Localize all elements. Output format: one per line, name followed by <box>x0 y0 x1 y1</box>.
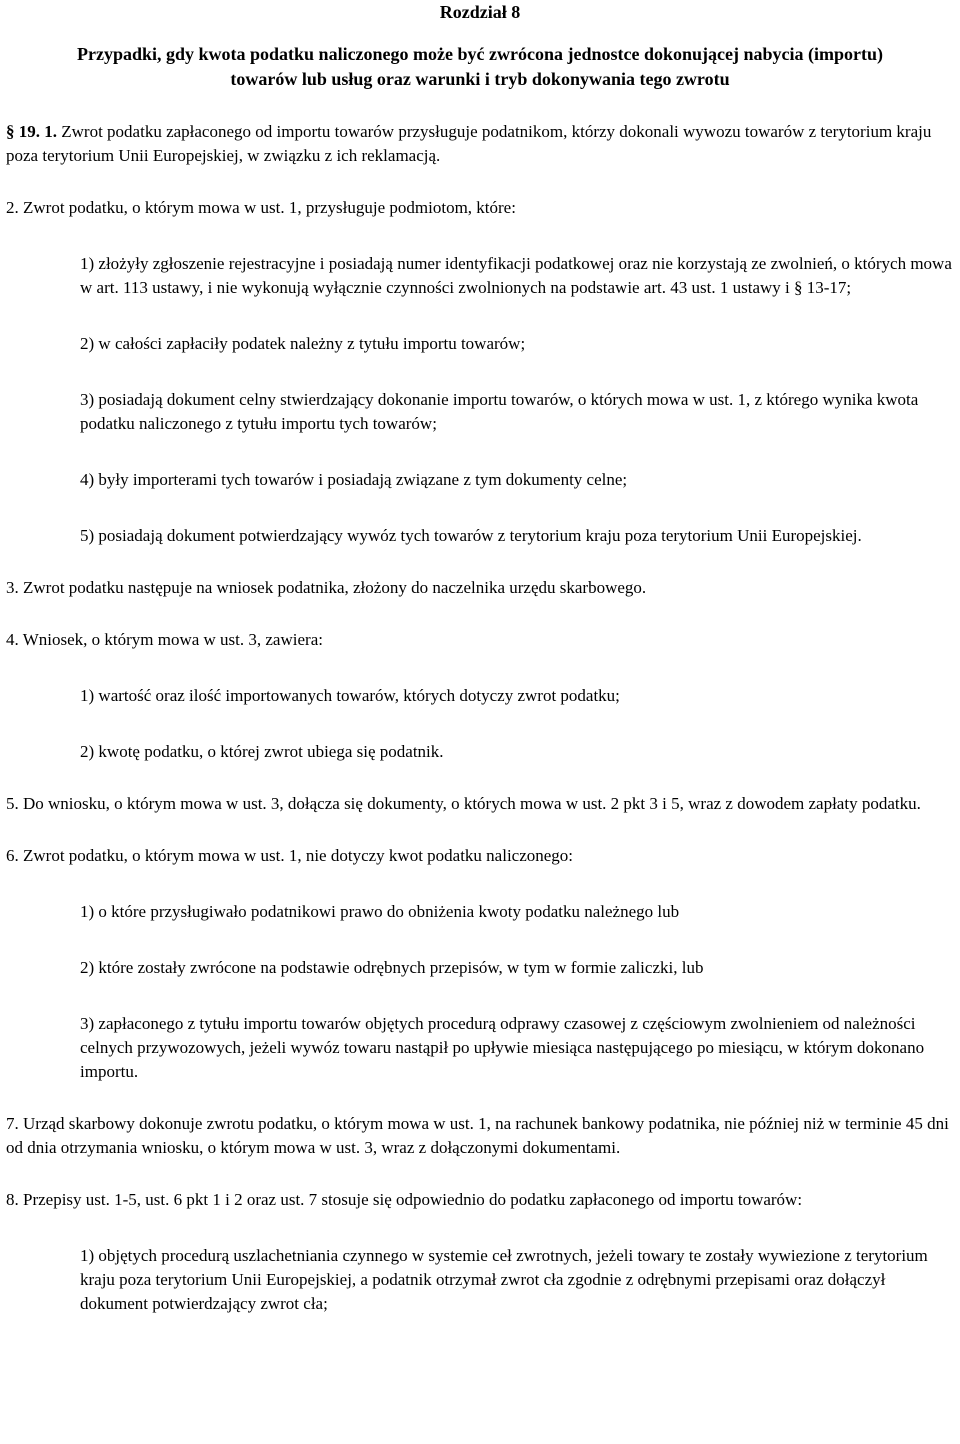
paragraph-2-item-1-suffix: 13-17; <box>806 278 852 297</box>
chapter-title <box>6 42 954 92</box>
article-19-paragraph-7: 7. Urząd skarbowy dokonuje zwrotu podatku, o którym mowa w ust. 1, na rachunek bankowy podatnika, nie później niż w terminie 45 dni od dnia otrzymania wniosku, o którym mowa w ust. 3, wraz z dołączonymi dokumentami. <box>6 1114 949 1157</box>
paragraph-2-item-2: 2) w całości zapłaciły podatek należny z tytułu importu towarów; <box>80 334 526 353</box>
paragraph-2-item-1-text: 1) złożyły zgłoszenie rejestracyjne i posiadają numer identyfikacji podatkowej oraz nie korzystają ze zwolnień, o których mowa w art. 113 ustawy, i nie wykonują wyłącznie czynności zwolnionych na podstawie art. 43 ust. 1 ustawy i <box>80 254 952 297</box>
paragraph-2-item-5: 5) posiadają dokument potwierdzający wywóz tych towarów z terytorium kraju poza terytorium Unii Europejskiej. <box>80 526 862 545</box>
paragraph-2-item-4: 4) były importerami tych towarów i posiadają związane z tym dokumenty celne; <box>80 470 628 489</box>
paragraph-2-item-3: 3) posiadają dokument celny stwierdzający dokonanie importu towarów, o których mowa w ust. 1, z którego wynika kwota podatku naliczonego z tytułu importu tych towarów; <box>80 390 919 433</box>
paragraph-2-item-1 <box>80 252 954 300</box>
paragraph-1-text: Zwrot podatku zapłaconego od importu towarów przysługuje podatnikom, którzy dokonali wywozu towarów z terytorium kraju poza terytorium Unii Europejskiej, w związku z ich reklamacją. <box>6 122 932 165</box>
article-19-paragraph-3: 3. Zwrot podatku następuje na wniosek podatnika, złożony do naczelnika urzędu skarbowego. <box>6 578 647 597</box>
paragraph-6-item-1: 1) o które przysługiwało podatnikowi prawo do obniżenia kwoty podatku należnego lub <box>80 902 680 921</box>
paragraph-4-item-1: 1) wartość oraz ilość importowanych towarów, których dotyczy zwrot podatku; <box>80 686 620 705</box>
paragraph-8-item-1: 1) objętych procedurą uszlachetniania czynnego w systemie ceł zwrotnych, jeżeli towary te zostały wywiezione z terytorium kraju poza terytorium Unii Europejskiej, a podatnik otrzymał zwrot cła zgodnie z odrębnymi przepisami oraz dołączył dokument potwierdzający zwrot cła; <box>80 1246 928 1313</box>
section-symbol: § <box>794 278 803 297</box>
article-19-paragraph-5: 5. Do wniosku, o którym mowa w ust. 3, dołącza się dokumenty, o których mowa w ust. 2 pkt 3 i 5, wraz z dowodem zapłaty podatku. <box>6 794 921 813</box>
document-page <box>6 0 954 1316</box>
chapter-title-line-1: Przypadki, gdy kwota podatku naliczonego może być zwrócona jednostce dokonującej nabycia (importu) <box>77 44 883 64</box>
paragraph-6-item-3: 3) zapłaconego z tytułu importu towarów objętych procedurą odprawy czasowej z częściowym zwolnieniem od należności celnych przywozowych, jeżeli wywóz towaru nastąpił po upływie miesiąca następującego po miesiącu, w którym dokonano importu. <box>80 1014 925 1081</box>
article-19-paragraph-1 <box>6 120 954 168</box>
chapter-heading: Rozdział 8 <box>439 2 521 22</box>
section-number: 19. 1. <box>18 122 57 141</box>
paragraph-6-item-2: 2) które zostały zwrócone na podstawie odrębnych przepisów, w tym w formie zaliczki, lub <box>80 958 704 977</box>
paragraph-4-item-2: 2) kwotę podatku, o której zwrot ubiega się podatnik. <box>80 742 444 761</box>
chapter-title-line-2: towarów lub usług oraz warunki i tryb dokonywania tego zwrotu <box>230 69 730 89</box>
article-19-paragraph-8: 8. Przepisy ust. 1-5, ust. 6 pkt 1 i 2 oraz ust. 7 stosuje się odpowiednio do podatku zapłaconego od importu towarów: <box>6 1190 803 1209</box>
article-19-paragraph-6: 6. Zwrot podatku, o którym mowa w ust. 1, nie dotyczy kwot podatku naliczonego: <box>6 846 574 865</box>
section-symbol: § <box>6 122 15 141</box>
article-19-paragraph-2: 2. Zwrot podatku, o którym mowa w ust. 1, przysługuje podmiotom, które: <box>6 198 516 217</box>
article-19-paragraph-4: 4. Wniosek, o którym mowa w ust. 3, zawiera: <box>6 630 323 649</box>
